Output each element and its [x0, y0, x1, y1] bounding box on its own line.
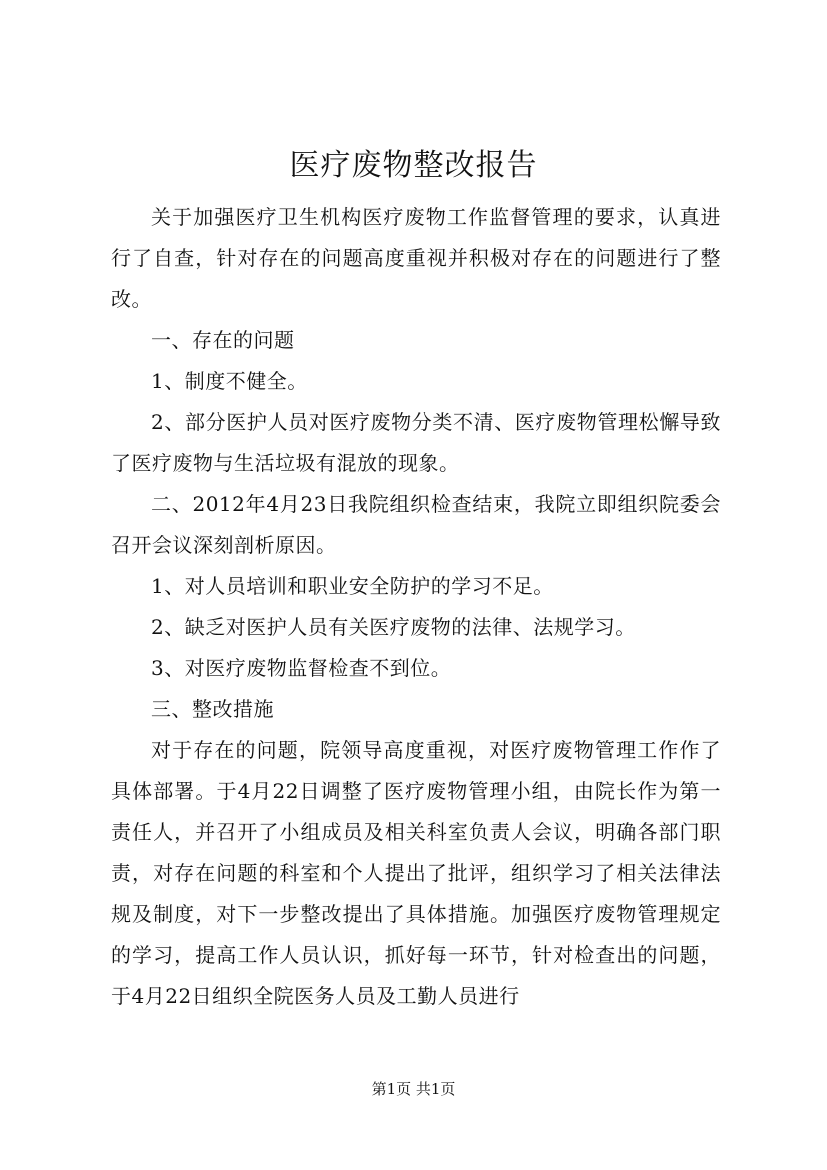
page-number-footer: 第1页 共1页	[371, 1080, 456, 1098]
cause-item-1: 1、对人员培训和职业安全防护的学习不足。	[151, 574, 554, 598]
section-heading-measures: 三、整改措施	[151, 697, 274, 721]
problem-item-2: 2、部分医护人员对医疗废物分类不清、医疗废物管理松懈导致了医疗废物与生活垃圾有混放的现象。	[111, 410, 721, 475]
document-body	[111, 197, 721, 1017]
cause-item-2: 2、缺乏对医护人员有关医疗废物的法律、法规学习。	[151, 615, 636, 639]
section-heading-problems: 一、存在的问题	[151, 328, 295, 352]
section-heading-analysis: 二、2012年4月23日我院组织检查结束，我院立即组织院委会召开会议深刻剖析原因。	[111, 492, 721, 557]
problem-item-1: 1、制度不健全。	[151, 369, 308, 393]
document-title: 医疗废物整改报告	[289, 148, 538, 183]
measures-paragraph: 对于存在的问题，院领导高度重视，对医疗废物管理工作作了具体部署。于4月22日调整了医疗废物管理小组，由院长作为第一责任人，并召开了小组成员及相关科室负责人会议，明确各部门职责，对存在问题的科室和个人提出了批评，组织学习了相关法律法规及制度，对下一步整改提出了具体措施。加强医疗废物管理规定的学习，提高工作人员认识，抓好每一环节，针对检查出的问题，于4月22日组织全院医务人员及工勤人员进行	[111, 738, 721, 1008]
intro-paragraph: 关于加强医疗卫生机构医疗废物工作监督管理的要求，认真进行了自查，针对存在的问题高度重视并积极对存在的问题进行了整改。	[111, 205, 721, 311]
cause-item-3: 3、对医疗废物监督检查不到位。	[151, 656, 452, 680]
